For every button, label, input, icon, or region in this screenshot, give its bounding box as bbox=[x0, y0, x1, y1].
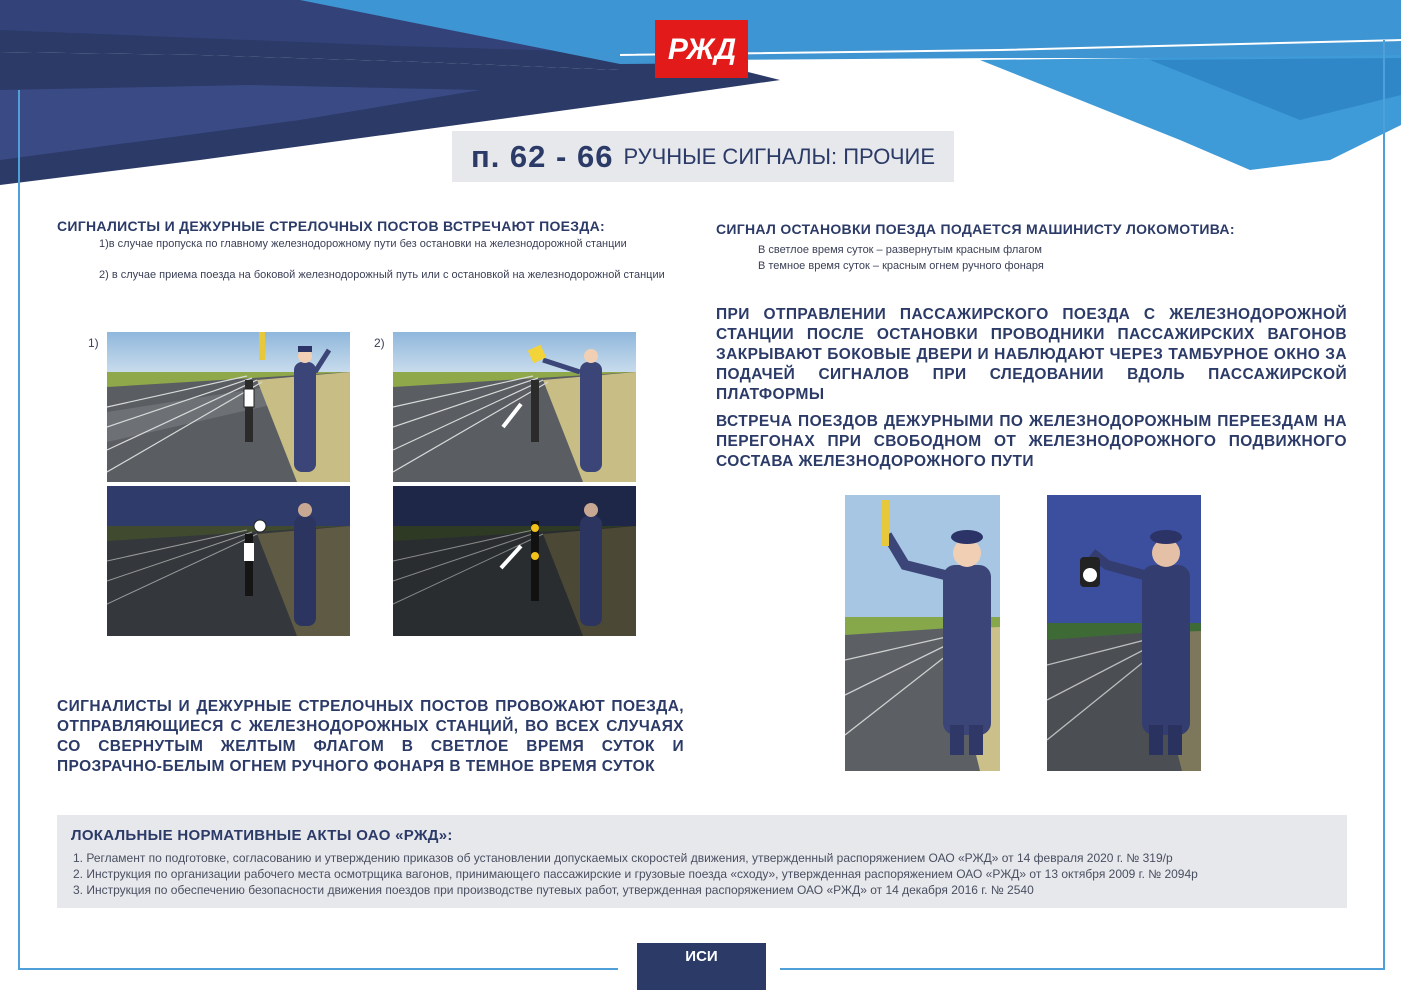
stop-signal-night: В темное время суток – красным огнем ручного фонаря bbox=[758, 260, 1044, 272]
regulation-item-1: 1. Регламент по подготовке, согласованию и утверждению приказов об установлении допускаемых скоростей движения, утвержденный распоряжением ОАО «РЖД» от 14 февраля 2020 г. № 319/р bbox=[73, 851, 1173, 865]
regulation-item-2: 2. Инструкция по организации рабочего места осмотрщика вагонов, принимающего пассажирские и грузовые поезда «сходу», утвержденная распоряжением ОАО «РЖД» от 13 октября 2009 г. № 2094р bbox=[73, 867, 1198, 881]
meet-trains-heading: СИГНАЛИСТЫ И ДЕЖУРНЫЕ СТРЕЛОЧНЫХ ПОСТОВ ВСТРЕЧАЮТ ПОЕЗДА: bbox=[57, 218, 605, 234]
meet-item-2: 2) в случае приема поезда на боковой железнодорожный путь или с остановкой на железнодорожной станции bbox=[99, 269, 665, 281]
illustration-label-2: 2) bbox=[374, 336, 385, 350]
rzd-logo bbox=[655, 20, 748, 78]
illustration-crossing-night bbox=[1047, 495, 1201, 771]
rzd-logo-text: РЖД bbox=[667, 33, 736, 66]
illustration-night-side-track bbox=[393, 486, 636, 636]
see-off-trains-text: СИГНАЛИСТЫ И ДЕЖУРНЫЕ СТРЕЛОЧНЫХ ПОСТОВ ПРОВОЖАЮТ ПОЕЗДА, ОТПРАВЛЯЮЩИЕСЯ С ЖЕЛЕЗНОДОРОЖНЫХ СТАНЦИЙ, ВО ВСЕХ СЛУЧАЯХ СО СВЕРНУТЫМ ЖЕЛТЫМ ФЛАГОМ В СВЕТЛОЕ ВРЕМЯ СУТОК И ПРОЗРАЧНО-БЕЛЫМ ОГНЕМ РУЧНОГО ФОНАРЯ В ТЕМНОЕ ВРЕМЯ СУТОК bbox=[57, 698, 684, 775]
illustration-crossing-day bbox=[845, 495, 1000, 771]
frame-right-line bbox=[1383, 40, 1385, 970]
page-title bbox=[452, 131, 954, 182]
regulations-title: ЛОКАЛЬНЫЕ НОРМАТИВНЫЕ АКТЫ ОАО «РЖД»: bbox=[71, 827, 453, 844]
regulation-item-3: 3. Инструкция по обеспечению безопасности движения поездов при производстве путевых работ, утвержденная распоряжением ОАО «РЖД» от 14 декабря 2016 г. № 2540 bbox=[73, 883, 1034, 897]
frame-bottom-left-line bbox=[18, 968, 618, 970]
departure-text: ПРИ ОТПРАВЛЕНИИ ПАССАЖИРСКОГО ПОЕЗДА С ЖЕЛЕЗНОДОРОЖНОЙ СТАНЦИИ ПОСЛЕ ОСТАНОВКИ ПРОВОДНИКИ ПАССАЖИРСКИХ ВАГОНОВ ЗАКРЫВАЮТ БОКОВЫЕ ДВЕРИ И НАБЛЮДАЮТ ЧЕРЕЗ ТАМБУРНОЕ ОКНО ЗА ПОДАЧЕЙ СИГНАЛОВ ПРИ СЛЕДОВАНИИ ВДОЛЬ ПАССАЖИРСКОЙ ПЛАТФОРМЫ bbox=[716, 306, 1347, 403]
illustration-day-main-track bbox=[107, 332, 350, 482]
frame-left-line bbox=[18, 90, 20, 970]
regulations-panel bbox=[57, 815, 1347, 908]
meet-item-1: 1)в случае пропуска по главному железнодорожному пути без остановки на железнодорожной станции bbox=[99, 238, 627, 250]
stop-signal-day: В светлое время суток – развернутым красным флагом bbox=[758, 244, 1042, 256]
frame-bottom-right-line bbox=[780, 968, 1385, 970]
stop-signal-heading: СИГНАЛ ОСТАНОВКИ ПОЕЗДА ПОДАЕТСЯ МАШИНИСТУ ЛОКОМОТИВА: bbox=[716, 221, 1235, 237]
illustration-label-1: 1) bbox=[88, 336, 99, 350]
illustration-day-side-track bbox=[393, 332, 636, 482]
page-title-text: РУЧНЫЕ СИГНАЛЫ: ПРОЧИЕ bbox=[623, 143, 936, 169]
crossing-meet-text: ВСТРЕЧА ПОЕЗДОВ ДЕЖУРНЫМИ ПО ЖЕЛЕЗНОДОРОЖНЫМ ПЕРЕЕЗДАМ НА ПЕРЕГОНАХ ПРИ СВОБОДНОМ ОТ ЖЕЛЕЗНОДОРОЖНОГО ПОДВИЖНОГО СОСТАВА ЖЕЛЕЗНОДОРОЖНОГО ПУТИ bbox=[716, 413, 1347, 470]
footer-tag-isi: ИСИ bbox=[637, 943, 766, 990]
page-title-number: п. 62 - 66 bbox=[470, 138, 614, 174]
illustration-night-main-track bbox=[107, 486, 350, 636]
rzd-logo-mark bbox=[664, 29, 740, 69]
